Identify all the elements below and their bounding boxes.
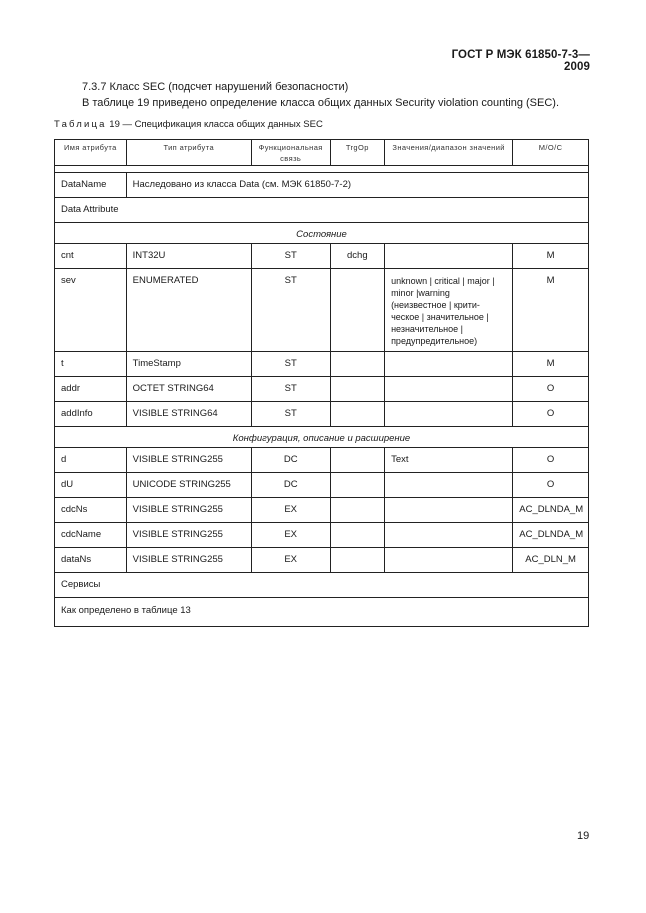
cell-moc: M xyxy=(513,269,589,352)
section-block xyxy=(82,80,602,111)
cell-fc: ST xyxy=(251,352,330,377)
table-caption-text: 19 — Спецификация класса общих данных SEC xyxy=(106,119,323,130)
header-moc: M/O/C xyxy=(513,140,589,166)
header-attribute-type: Тип атрибута xyxy=(126,140,251,166)
table-caption xyxy=(54,119,323,130)
header-functional-constraint: Функциональная связь xyxy=(251,140,330,166)
table-section-state xyxy=(55,223,589,244)
cell-name: cdcName xyxy=(55,523,127,548)
table-row-data-attribute xyxy=(55,198,589,223)
cell-data-attribute: Data Attribute xyxy=(55,198,589,223)
cell-type: INT32U xyxy=(126,244,251,269)
header-value-range: Значения/диапазон значений xyxy=(385,140,513,166)
cell-name: dataNs xyxy=(55,548,127,573)
table-row-services xyxy=(55,573,589,598)
cell-type: VISIBLE STRING64 xyxy=(126,402,251,427)
cell-trgop xyxy=(330,448,385,473)
cell-dataname: DataName xyxy=(55,173,127,198)
cell-dataname-desc: Наследовано из класса Data (см. МЭК 61850-7-2) xyxy=(126,173,588,198)
table-caption-label: Таблица xyxy=(54,119,107,130)
cell-moc: M xyxy=(513,244,589,269)
table-header-row xyxy=(55,140,589,166)
cell-type: VISIBLE STRING255 xyxy=(126,548,251,573)
cell-trgop xyxy=(330,498,385,523)
spec-table xyxy=(54,139,589,627)
cell-fc: ST xyxy=(251,244,330,269)
cell-values xyxy=(385,523,513,548)
cell-trgop xyxy=(330,377,385,402)
cell-type: ENUMERATED xyxy=(126,269,251,352)
header-spacer xyxy=(55,166,589,173)
section-title-state: Состояние xyxy=(55,223,589,244)
cell-fc: EX xyxy=(251,498,330,523)
cell-values xyxy=(385,402,513,427)
cell-type: UNICODE STRING255 xyxy=(126,473,251,498)
cell-name: t xyxy=(55,352,127,377)
table-row xyxy=(55,402,589,427)
header-trgop: TrgOp xyxy=(330,140,385,166)
cell-moc: AC_DLNDA_M xyxy=(513,523,589,548)
cell-name: d xyxy=(55,448,127,473)
cell-fc: EX xyxy=(251,548,330,573)
cell-name: addr xyxy=(55,377,127,402)
table-row xyxy=(55,498,589,523)
cell-fc: ST xyxy=(251,402,330,427)
cell-name: cdcNs xyxy=(55,498,127,523)
cell-type: VISIBLE STRING255 xyxy=(126,498,251,523)
cell-services-text: Как определено в таблице 13 xyxy=(55,598,589,627)
cell-values: Text xyxy=(385,448,513,473)
cell-name: dU xyxy=(55,473,127,498)
table-section-config xyxy=(55,427,589,448)
cell-services-label: Сервисы xyxy=(55,573,589,598)
cell-type: OCTET STRING64 xyxy=(126,377,251,402)
page-number: 19 xyxy=(577,830,590,842)
cell-values xyxy=(385,352,513,377)
cell-values xyxy=(385,473,513,498)
table-row xyxy=(55,473,589,498)
cell-moc: O xyxy=(513,473,589,498)
cell-fc: ST xyxy=(251,269,330,352)
cell-values xyxy=(385,548,513,573)
table-row xyxy=(55,352,589,377)
section-heading: 7.3.7 Класс SEC (подсчет нарушений безопасности) xyxy=(82,81,349,93)
cell-fc: DC xyxy=(251,448,330,473)
cell-moc: M xyxy=(513,352,589,377)
cell-trgop xyxy=(330,523,385,548)
cell-values xyxy=(385,244,513,269)
cell-fc: EX xyxy=(251,523,330,548)
table-row-services-text xyxy=(55,598,589,627)
cell-fc: ST xyxy=(251,377,330,402)
section-title-config: Конфигурация, описание и расширение xyxy=(55,427,589,448)
cell-moc: O xyxy=(513,377,589,402)
cell-type: VISIBLE STRING255 xyxy=(126,448,251,473)
cell-moc: AC_DLN_M xyxy=(513,548,589,573)
table-row xyxy=(55,377,589,402)
cell-name: sev xyxy=(55,269,127,352)
cell-trgop xyxy=(330,269,385,352)
cell-values xyxy=(385,377,513,402)
cell-fc: DC xyxy=(251,473,330,498)
cell-name: addInfo xyxy=(55,402,127,427)
cell-values: unknown | critical | major | minor |warning (неизвестное | крити-ческое | значительное | незначительное | предупредительное) xyxy=(385,269,513,352)
section-text: В таблице 19 приведено определение класса общих данных Security violation counting (SEC). xyxy=(82,96,560,109)
table-row xyxy=(55,448,589,473)
document-header: ГОСТ Р МЭК 61850-7-3—2009 xyxy=(451,49,590,73)
cell-trgop xyxy=(330,352,385,377)
table-row xyxy=(55,269,589,352)
cell-moc: O xyxy=(513,402,589,427)
cell-name: cnt xyxy=(55,244,127,269)
cell-trgop xyxy=(330,473,385,498)
table-row-dataname xyxy=(55,173,589,198)
cell-moc: O xyxy=(513,448,589,473)
cell-trgop: dchg xyxy=(330,244,385,269)
header-attribute-name: Имя атрибута xyxy=(55,140,127,166)
table-row xyxy=(55,244,589,269)
cell-trgop xyxy=(330,402,385,427)
cell-values xyxy=(385,498,513,523)
cell-trgop xyxy=(330,548,385,573)
cell-moc: AC_DLNDA_M xyxy=(513,498,589,523)
table-row xyxy=(55,523,589,548)
cell-type: TimeStamp xyxy=(126,352,251,377)
table-row xyxy=(55,548,589,573)
cell-type: VISIBLE STRING255 xyxy=(126,523,251,548)
